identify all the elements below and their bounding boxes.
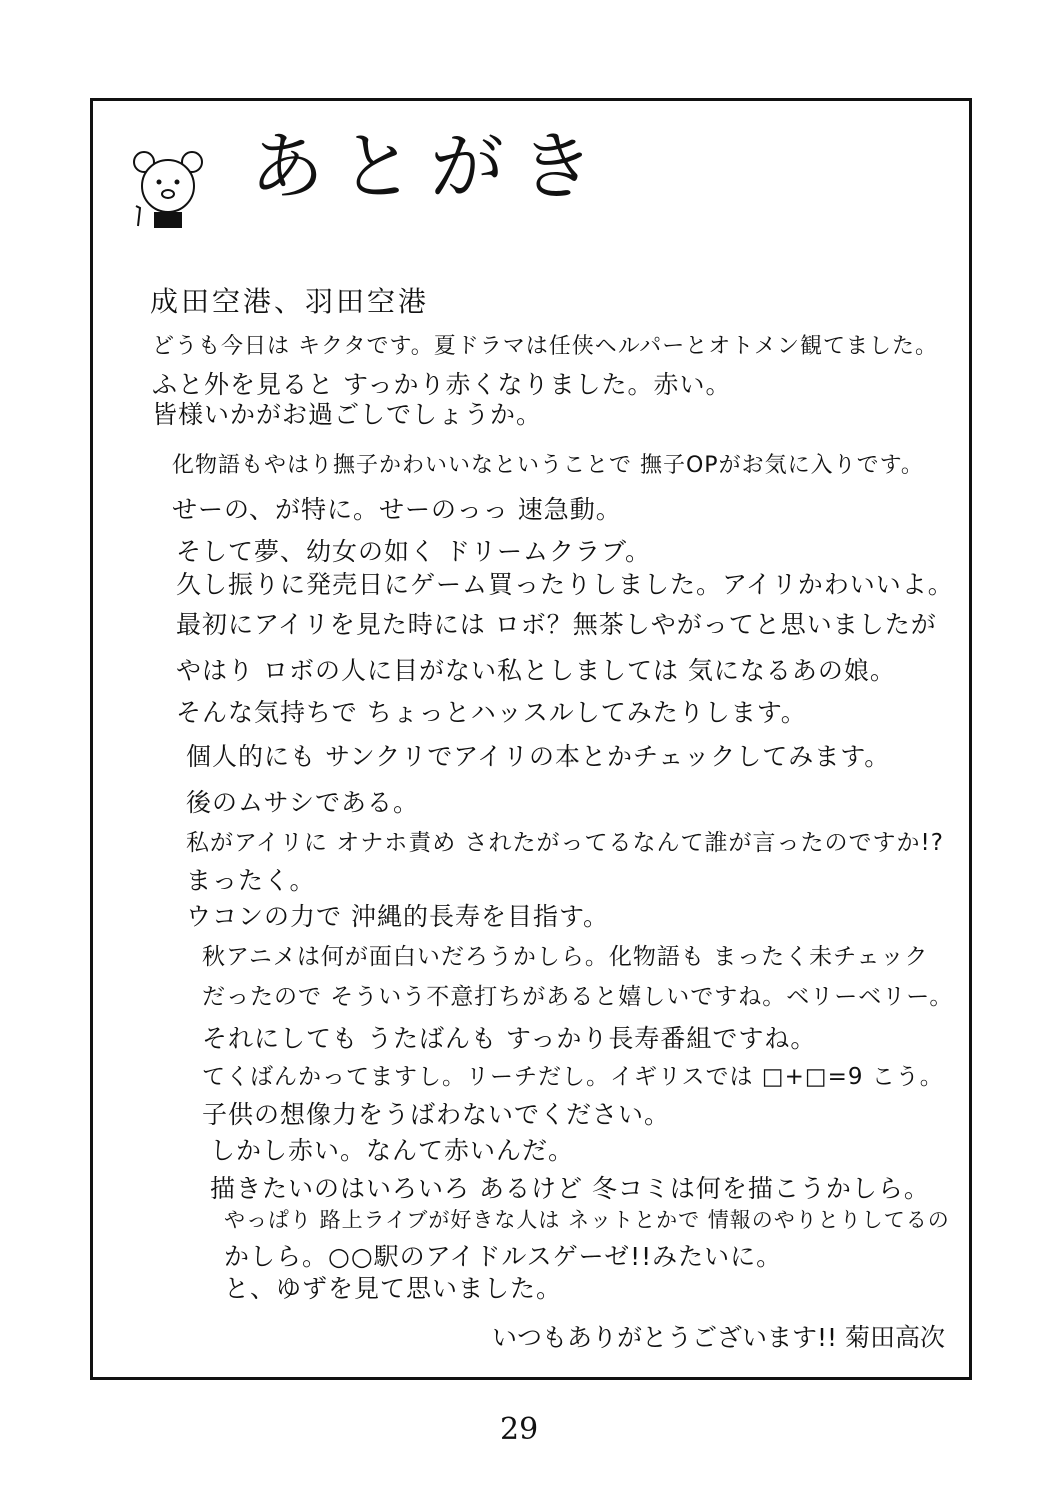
body-line: ウコンの力で 沖縄的長寿を目指す。 (186, 902, 609, 931)
subtitle: 成田空港、羽田空港 (150, 285, 430, 318)
body-line: 久し振りに発売日にゲーム買ったりしました。アイリかわいいよ。 (176, 570, 954, 599)
body-line: 子供の想像力をうばわないでください。 (202, 1100, 671, 1129)
body-line: と、ゆずを見て思いました。 (224, 1274, 563, 1303)
body-line: やっぱり 路上ライブが好きな人は ネットとかで 情報のやりとりしてるの (224, 1208, 950, 1232)
body-line: そして夢、幼女の如く ドリームクラブ。 (176, 537, 651, 566)
body-line: そんな気持ちで ちょっとハッスルしてみたりします。 (176, 698, 807, 727)
body-line: せーの、が特に。せーのっっ 速急動。 (172, 495, 622, 524)
body-line: 皆様いかがお過ごしでしょうか。 (152, 400, 543, 429)
body-line: やはり ロボの人に目がない私としましては 気になるあの娘。 (176, 656, 896, 685)
body-line: 化物語もやはり撫子かわいいなということで 撫子OPがお気に入りです。 (172, 453, 924, 478)
body-line: しかし赤い。なんて赤いんだ。 (210, 1136, 575, 1165)
page-number: 29 (500, 1412, 539, 1447)
body-line: 後のムサシである。 (186, 788, 420, 817)
bear-mascot-icon (128, 148, 208, 228)
body-line: 秋アニメは何が面白いだろうかしら。化物語も まったく未チェック (202, 944, 929, 970)
body-line: 私がアイリに オナホ責め されたがってるなんて誰が言ったのですか!? (186, 830, 944, 856)
body-line: 個人的にも サンクリでアイリの本とかチェックしてみます。 (186, 742, 891, 771)
body-line: ふと外を見ると すっかり赤くなりました。赤い。 (152, 370, 732, 399)
body-line: 最初にアイリを見た時には ロボ？無茶しやがってと思いましたが (176, 610, 937, 639)
body-line: 描きたいのはいろいろ あるけど 冬コミは何を描こうかしら。 (210, 1174, 930, 1203)
body-line: てくばんかってますし。リーチだし。イギリスでは □+□=9 こう。 (202, 1064, 944, 1090)
body-line: まったく。 (186, 866, 316, 895)
author-signoff: いつもありがとうございます!! 菊田高次 (492, 1323, 945, 1352)
body-line: かしら。○○駅のアイドルスゲーゼ!!みたいに。 (224, 1242, 783, 1271)
body-line: どうも今日は キクタです。夏ドラマは任侠ヘルパーとオトメン観てました。 (152, 334, 939, 359)
body-line: だったので そういう不意打ちがあると嬉しいですね。ベリーベリー。 (202, 984, 954, 1010)
page-title: あとがき (250, 124, 610, 210)
body-line: それにしても うたばんも すっかり長寿番組ですね。 (202, 1024, 817, 1053)
